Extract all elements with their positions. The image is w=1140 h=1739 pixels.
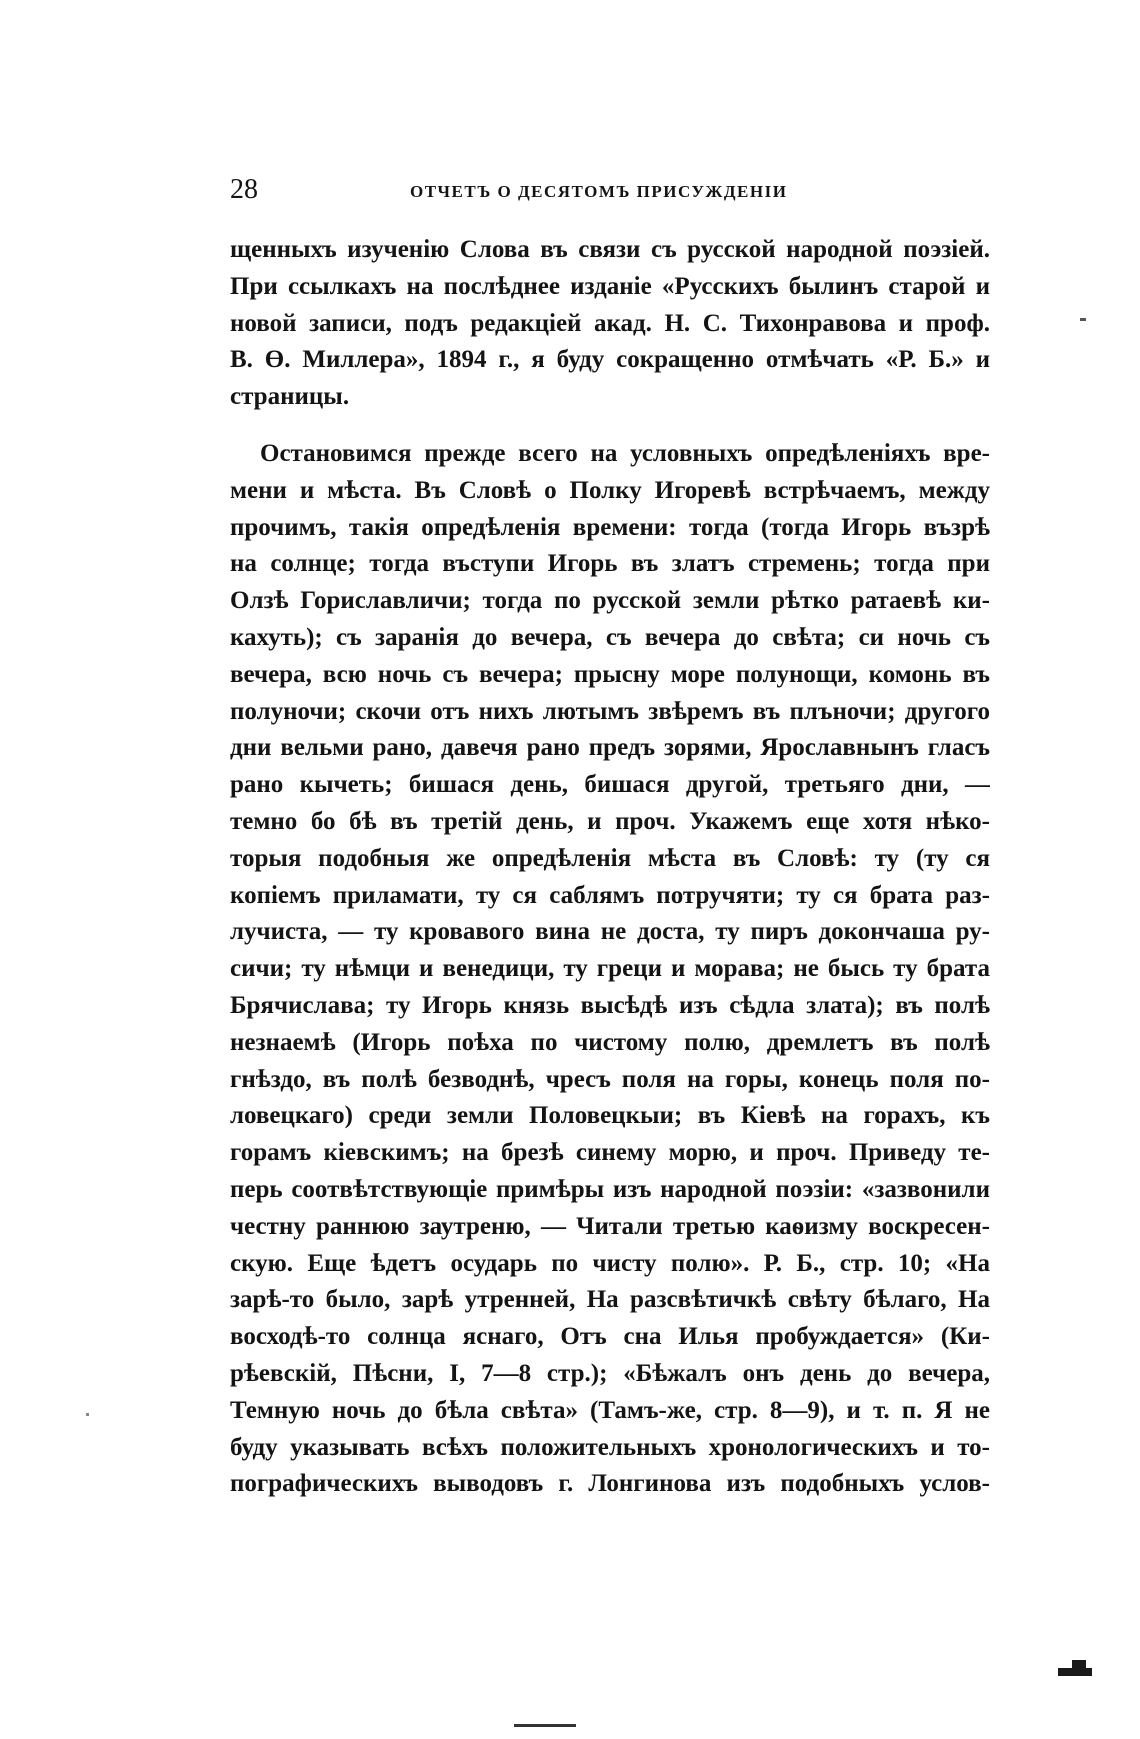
text-line: Темную ночь до бѣла свѣта» (Тамъ-же, стр. 8—9), и т. п. Я не bbox=[230, 1396, 990, 1424]
text-line: зарѣ-то было, зарѣ утренней, На разсвѣтичкѣ свѣту бѣлаго, На bbox=[230, 1286, 990, 1314]
text-line: кахуть); съ заранія до вечера, съ вечера до свѣта; си ночь съ bbox=[230, 623, 990, 651]
text-line: рано кычеть; бишася день, бишася другой, третьяго дни, — bbox=[230, 771, 990, 799]
text-line: горамъ кіевскимъ; на брезѣ синему морю, и проч. Приведу те- bbox=[230, 1139, 990, 1167]
scan-speck bbox=[86, 1413, 89, 1416]
text-line: скую. Еще ѣдетъ осударь по чисту полю». Р. Б., стр. 10; «На bbox=[230, 1249, 990, 1277]
text-line: темно бо бѣ въ третій день, и проч. Укажемъ еще хотя нѣко- bbox=[230, 807, 990, 835]
text-line: честну раннюю заутреню, — Читали третью каѳизму воскресен- bbox=[230, 1212, 990, 1240]
text-line: ловецкаго) среди земли Половецкыи; въ Кіевѣ на горахъ, къ bbox=[230, 1102, 990, 1130]
page-header bbox=[230, 170, 990, 210]
text-line: Олзѣ Гориславличи; тогда по русской земли рѣтко ратаевѣ ки- bbox=[230, 587, 990, 615]
scan-smudge bbox=[1058, 1668, 1092, 1676]
text-line: новой записи, подъ редакціей акад. Н. С. Тихонравова и проф. bbox=[230, 309, 990, 337]
body-text bbox=[230, 232, 990, 1503]
text-line: дни вельми рано, давечя рано предъ зорями, Ярославнынъ гласъ bbox=[230, 734, 990, 762]
text-line: При ссылкахъ на послѣднее изданіе «Русскихъ былинъ старой и bbox=[230, 272, 990, 300]
text-line: лучиста, — ту кровавого вина не доста, ту пиръ докончаша ру- bbox=[230, 918, 990, 946]
text-line: незнаемѣ (Игорь поѣха по чистому полю, дремлетъ въ полѣ bbox=[230, 1028, 990, 1056]
scan-mark bbox=[514, 1724, 576, 1727]
text-line: буду указывать всѣхъ положительныхъ хронологическихъ и то- bbox=[230, 1433, 990, 1461]
scan-smudge bbox=[1072, 1660, 1086, 1668]
text-line: рѣевскій, Пѣсни, I, 7—8 стр.); «Бѣжалъ онъ день до вечера, bbox=[230, 1359, 990, 1387]
text-line: пографическихъ выводовъ г. Лонгинова изъ подобныхъ услов- bbox=[230, 1470, 990, 1498]
page-number: 28 bbox=[230, 174, 258, 205]
text-line: гнѣздо, въ полѣ безводнѣ, чресъ поля на горы, конець поля по- bbox=[230, 1065, 990, 1093]
text-line: копіемъ приламати, ту ся саблямъ потручяти; ту ся брата раз- bbox=[230, 881, 990, 909]
running-title: ОТЧЕТЪ О ДЕСЯТОМЪ ПРИСУЖДЕНІИ bbox=[410, 182, 788, 201]
text-line: восходѣ-то солнца яснаго, Отъ сна Илья пробуждается» (Ки- bbox=[230, 1323, 990, 1351]
text-line: Брячислава; ту Игорь князь высѣдѣ изъ сѣдла злата); въ полѣ bbox=[230, 991, 990, 1019]
text-line: страницы. bbox=[230, 383, 350, 411]
text-line: вечера, всю ночь съ вечера; прысну море полунощи, комонь въ bbox=[230, 660, 990, 688]
paragraph-gap bbox=[230, 416, 990, 436]
text-line: мени и мѣста. Въ Словѣ о Полку Игоревѣ встрѣчаемъ, между bbox=[230, 476, 990, 504]
scan-speck bbox=[1080, 318, 1086, 321]
text-line: полуночи; скочи отъ нихъ лютымъ звѣремъ въ плъночи; другого bbox=[230, 697, 990, 725]
text-line: на солнце; тогда въступи Игорь въ златъ стремень; тогда при bbox=[230, 550, 990, 578]
text-line: В. Ө. Миллера», 1894 г., я буду сокращенно отмѣчать «Р. Б.» и bbox=[230, 346, 990, 374]
text-line: перь соотвѣтствующіе примѣры изъ народной поэзіи: «зазвонили bbox=[230, 1175, 990, 1203]
text-line: Остановимся прежде всего на условныхъ опредѣленіяхъ вре- bbox=[260, 439, 990, 467]
text-line: торыя подобныя же опредѣленія мѣста въ Словѣ: ту (ту ся bbox=[230, 844, 990, 872]
text-line: щенныхъ изученію Слова въ связи съ русской народной поэзіей. bbox=[230, 236, 990, 263]
text-line: прочимъ, такія опредѣленія времени: тогда (тогда Игорь възрѣ bbox=[230, 513, 990, 541]
text-line: сичи; ту нѣмци и венедици, ту греци и морава; не бысь ту брата bbox=[230, 955, 990, 983]
